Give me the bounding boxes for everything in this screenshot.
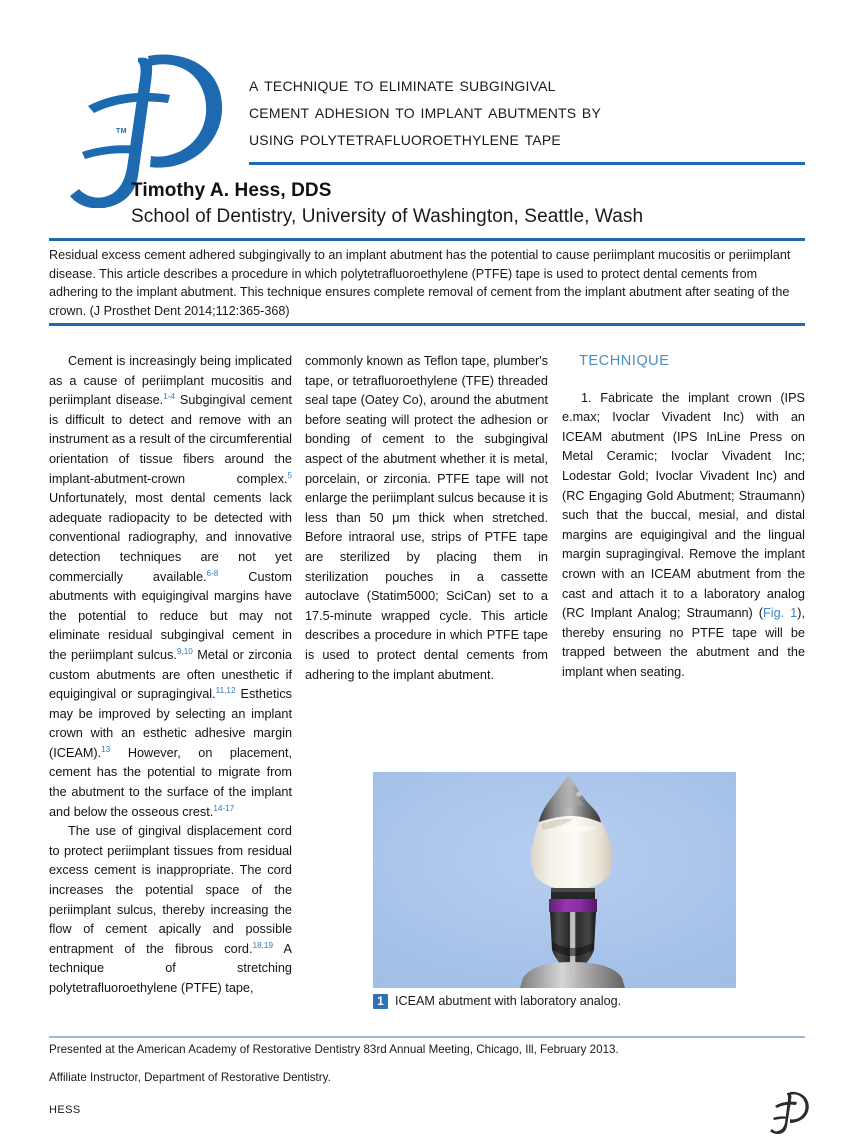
- paragraph-intro: [49, 352, 292, 822]
- footnote-presented-at: Presented at the American Academy of Restorative Dentistry 83rd Annual Meeting, Chicago, Ill, February 2013.: [49, 1043, 619, 1056]
- running-footer-author: hess: [49, 1100, 81, 1117]
- text-run: 1. Fabricate the implant crown (IPS e.max; Ivoclar Vivadent Inc) with an ICEAM abutment (IPS InLine Press on Metal Ceramic; Ivoclar Vivadent Inc; Lodestar Gold; Ivoclar Vivadent Inc) and (RC Engaging Gold Abutment; Straumann) such that the buccal, mesial, and distal margins are equigingival and the lingual margin supragingival. Remove the implant crown with an ICEAM abutment from the cast and attach it to a laboratory analog (RC Implant Analog; Straumann) (: [562, 390, 805, 621]
- page-title: [249, 72, 805, 153]
- body-column-2: [305, 352, 548, 685]
- masthead: [0, 0, 850, 232]
- citation-ref: 6-8: [206, 568, 219, 578]
- paragraph-cord: [49, 822, 292, 998]
- abstract-divider-bottom: [49, 323, 805, 326]
- text-run: Subgingival cement is difficult to detect and remove with an instrument as a result of the circumferential orientation of tissue fibers around the implant-abutment-crown complex.: [49, 393, 292, 486]
- paragraph-step-1: [562, 389, 805, 683]
- citation-ref: 13: [101, 744, 111, 754]
- figure-number-badge: 1: [373, 994, 388, 1009]
- article-title: [249, 72, 805, 153]
- abstract-text: Residual excess cement adhered subgingivally to an implant abutment has the potential to cause periimplant mucositis or periimplant disease. This article describes a procedure in which polytetrafluoroethylene (PTFE) tape is used to protect dental cements from adhering to the implant abutment. This technique ensures complete removal of cement from the implant abutment after seating of the crown. (J Prosthet Dent 2014;112:365-368): [49, 248, 791, 318]
- section-heading-technique: TECHNIQUE: [579, 353, 670, 369]
- text-run: The use of gingival displacement cord to protect periimplant tissues from residual excess cement is inappropriate. The cord increases the potential space of the periimplant sulcus, thereby increasing the flow of cement apically and possible entrapment of the fibrous cord.: [49, 824, 292, 956]
- text-run: A technique of stretching polytetrafluoroethylene (PTFE) tape,: [49, 941, 292, 995]
- title-line-1: a technique to eliminate subgingival: [249, 74, 556, 96]
- author-affiliation: School of Dentistry, University of Washington, Seattle, Wash: [131, 206, 644, 227]
- citation-ref: 1-4: [163, 391, 176, 401]
- footnote-affiliation: Affiliate Instructor, Department of Restorative Dentistry.: [49, 1071, 331, 1084]
- footer-divider: [49, 1036, 805, 1038]
- iceam-abutment-photo: [373, 772, 736, 988]
- abstract-divider-top: [49, 238, 805, 241]
- paragraph-ptfe: commonly known as Teflon tape, plumber's tape, or tetrafluoroethylene (TFE) threaded seal tape (Oatey Co), around the abutment before seating will protect the adhesion or bonding of cement to the subgingival aspect of the abutment whether it is metal, porcelain, or zirconia. PTFE tape will not enlarge the periimplant sulcus because it is less than 50 μm thick when stretched. Before intraoral use, strips of PTFE tape are sterilized by placing them in sterilization pouches in a cassette autoclave (Statim5000; SciCan) set to a 17.5-minute wrapped cycle. This article describes a procedure in which PTFE tape is used to protect dental cements from adhering to the implant abutment.: [305, 354, 548, 682]
- figure-caption-text: ICEAM abutment with laboratory analog.: [395, 994, 622, 1008]
- title-line-2: cement adhesion to implant abutments by: [249, 101, 602, 123]
- body-column-1: [49, 352, 292, 999]
- citation-ref: 18,19: [252, 940, 274, 950]
- author-name: Timothy A. Hess, DDS: [131, 180, 332, 201]
- figure-1: [373, 772, 736, 988]
- text-run: Unfortunately, most dental cements lack adequate radiopacity to be detected with conventional radiography, and innovative detection techniques are not yet commercially available.: [49, 491, 292, 584]
- text-run: Metal or zirconia custom abutments are often unesthetic if equigingival or supragingival.: [49, 647, 292, 702]
- text-run: Custom abutments with equigingival margins have the potential to reduce but may not eliminate residual subgingival cement in the periimplant sulcus.: [49, 569, 292, 662]
- title-divider: [249, 162, 805, 165]
- citation-ref: 14-17: [213, 803, 235, 813]
- text-run: However, on placement, cement has the potential to migrate from the abutment to the surface of the implant and below the osseous crest.: [49, 745, 292, 819]
- citation-ref: 11,12: [215, 685, 236, 695]
- citation-ref: 9,10: [176, 646, 193, 656]
- text-run: Esthetics may be improved by selecting an implant crown with an esthetic adhesive margin (ICEAM).: [49, 687, 293, 760]
- jpd-footer-logo: [766, 1090, 812, 1134]
- title-line-3: using polytetrafluoroethylene tape: [249, 128, 561, 150]
- text-run: Cement is increasingly being implicated as a cause of periimplant mucositis and periimplant disease.: [49, 354, 292, 408]
- figure-cross-reference[interactable]: Fig. 1: [763, 606, 798, 621]
- trademark-mark: TM: [116, 128, 127, 135]
- figure-caption: [373, 993, 773, 1010]
- body-column-3: [562, 352, 805, 683]
- text-run: ), thereby ensuring no PTFE tape will be trapped between the abutment and the implant when seating.: [562, 606, 805, 679]
- citation-ref: 5: [287, 470, 292, 480]
